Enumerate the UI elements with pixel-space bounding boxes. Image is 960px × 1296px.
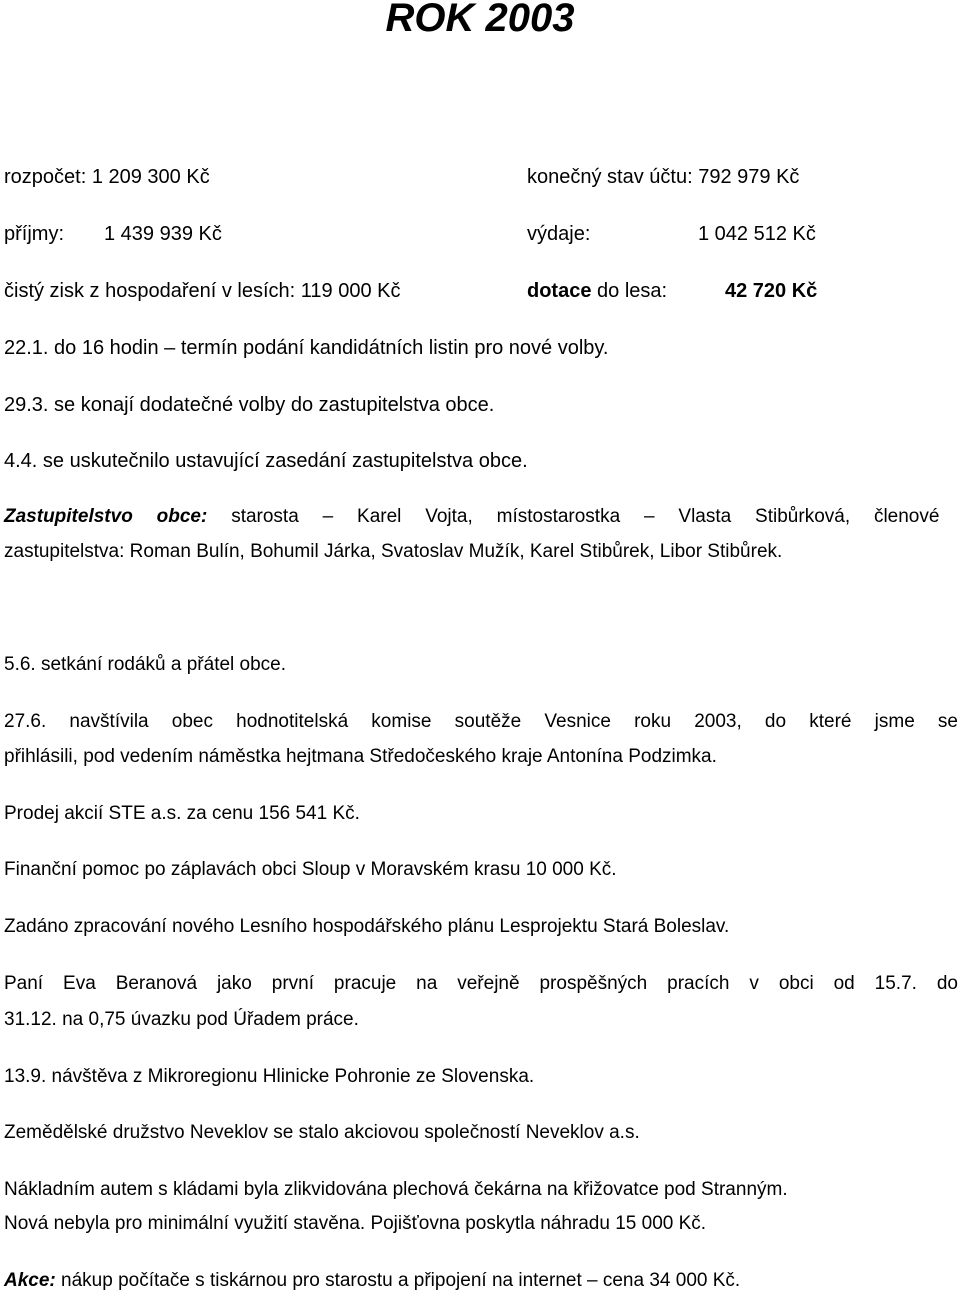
final-balance-label: konečný stav účtu: [527,166,693,188]
commission-line-2: přihlásili, pod vedením náměstka hejtmana Středočeského kraje Antonína Podzimka. [4,746,717,767]
public-works-line-1: Paní Eva Beranová jako první pracuje na veřejně prospěšných pracích v obci od 15.7. do [4,973,958,994]
income-label: příjmy: [4,223,64,245]
expenses-label: výdaje: [527,223,591,245]
cooperative: Zemědělské družstvo Neveklov se stalo akciovou společností Neveklov a.s. [4,1122,640,1143]
action-text: nákup počítače s tiskárnou pro starostu a připojení na internet – cena 34 000 Kč. [61,1270,741,1291]
expenses-value: 1 042 512 Kč [698,223,816,245]
visit: 13.9. návštěva z Mikroregionu Hlinicke Pohronie ze Slovenska. [4,1066,535,1087]
forest-subsidy-label-bold: dotace [527,280,592,302]
flood-aid: Finanční pomoc po záplavách obci Sloup v Moravském krasu 10 000 Kč. [4,859,617,880]
finance-row-budget [4,165,210,189]
public-works-line-2: 31.12. na 0,75 úvazku pod Úřadem práce. [4,1009,359,1030]
finance-row-forest-profit [4,279,401,303]
event-item-meeting: 5.6. setkání rodáků a přátel obce. [4,654,287,675]
forest-profit-label: čistý zisk z hospodaření v lesích: [4,280,296,302]
event-item-election-deadline: 22.1. do 16 hodin – termín podání kandidátních listin pro nové volby. [4,337,609,359]
budget-label: rozpočet: [4,166,87,188]
event-item-additional-elections: 29.3. se konají dodatečné volby do zastupitelstva obce. [4,394,495,416]
forest-plan: Zadáno zpracování nového Lesního hospodářského plánu Lesprojektu Stará Boleslav. [4,916,730,937]
forest-profit-value: 119 000 Kč [300,280,401,302]
council-line-2: zastupitelstva: Roman Bulín, Bohumil Járka, Svatoslav Mužík, Karel Stibůrek, Libor Stibůrek. [4,541,783,562]
final-balance-value: 792 979 Kč [698,166,800,188]
finance-row-final-balance [527,165,799,189]
waiting-room-line-2: Nová nebyla pro minimální využití stavěna. Pojišťovna poskytla náhradu 15 000 Kč. [4,1213,707,1234]
council-line-1 [4,505,939,529]
waiting-room-line-1: Nákladním autem s kládami byla zlikvidována plechová čekárna na křižovatce pod Stranným. [4,1179,788,1200]
forest-subsidy-label-rest: do lesa: [597,280,668,302]
council-label: Zastupitelstvo obce: [4,506,208,527]
action-line [4,1269,740,1293]
forest-subsidy-label [527,279,667,303]
event-item-constituent-meeting: 4.4. se uskutečnilo ustavující zasedání zastupitelstva obce. [4,450,528,472]
page-title: ROK 2003 [385,0,575,40]
action-label: Akce: [4,1270,56,1291]
council-line-1-text: starosta – Karel Vojta, místostarostka – Vlasta Stibůrková, členové [231,506,940,527]
finance-row-income [4,222,64,246]
shares-sale: Prodej akcií STE a.s. za cenu 156 541 Kč. [4,803,360,824]
income-value: 1 439 939 Kč [104,223,222,245]
budget-value: 1 209 300 Kč [91,166,210,188]
commission-line-1: 27.6. navštívila obec hodnotitelská komise soutěže Vesnice roku 2003, do které jsme se [4,711,958,732]
forest-subsidy-value: 42 720 Kč [725,280,818,302]
